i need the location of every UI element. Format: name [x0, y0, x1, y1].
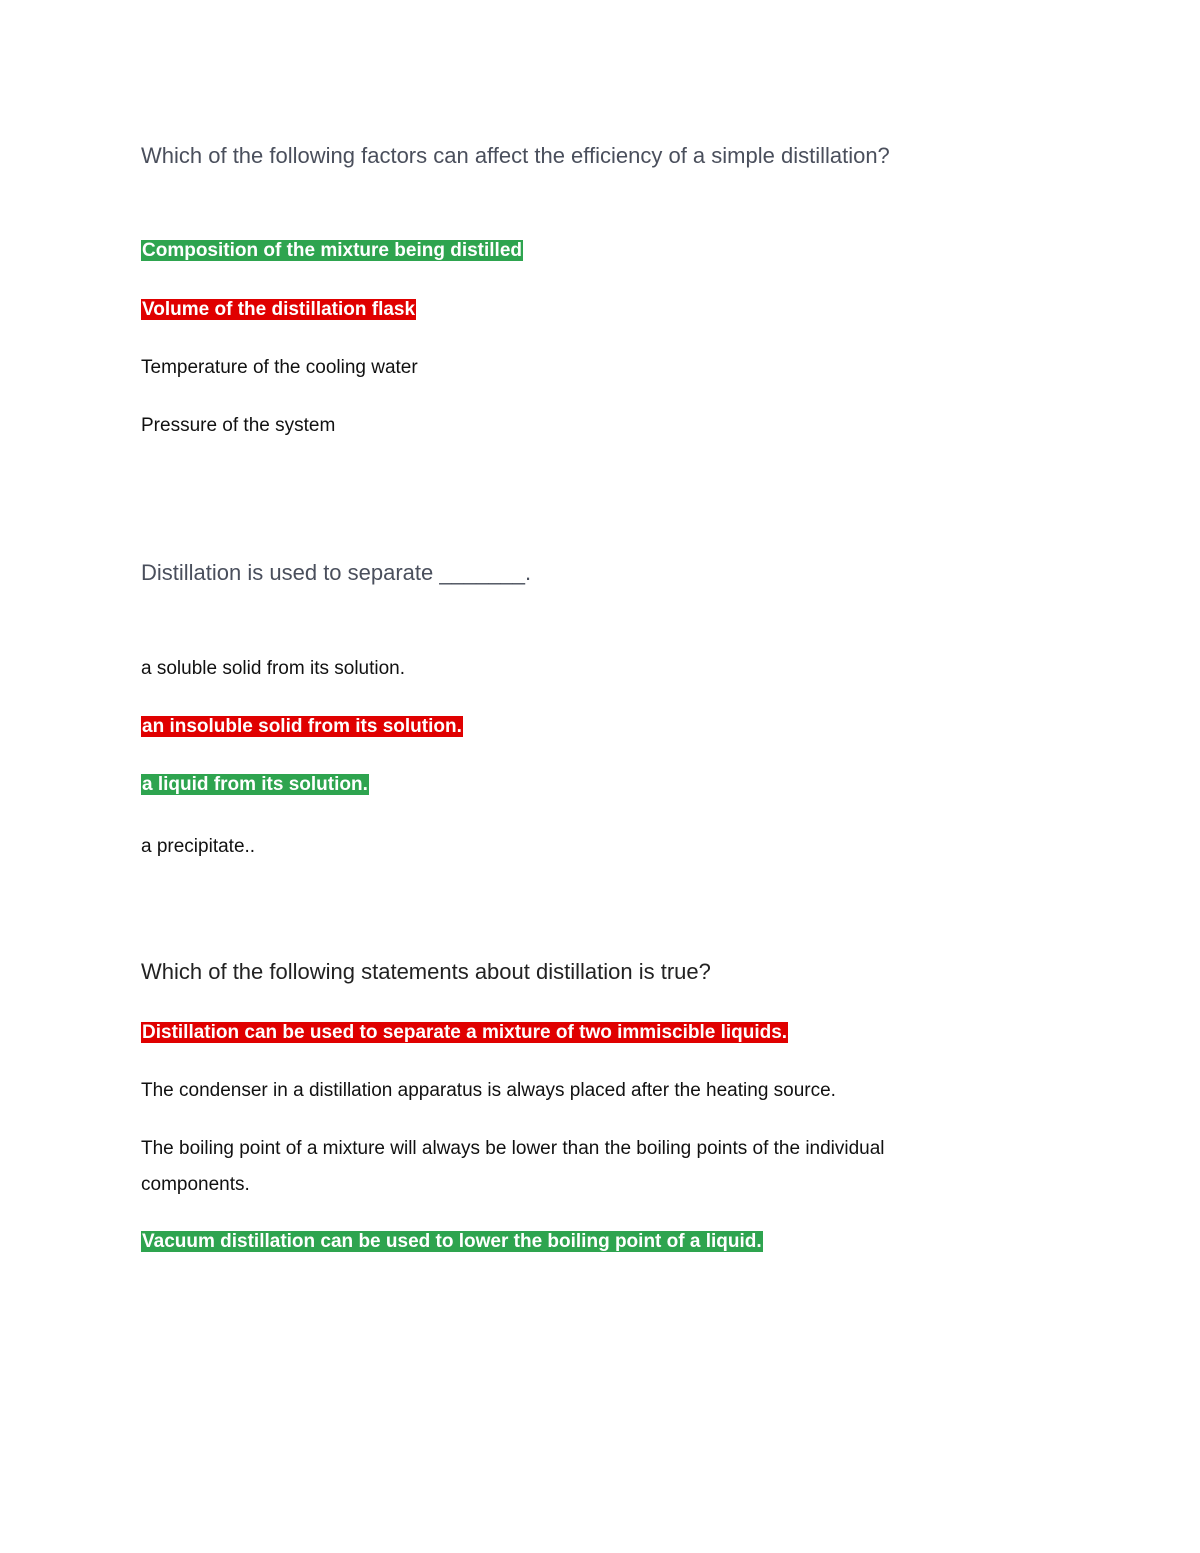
q1-option-3: Temperature of the cooling water: [141, 357, 418, 378]
q2-option-2: [141, 715, 463, 739]
question-3: Which of the following statements about distillation is true?: [141, 959, 711, 984]
q3-option-1: [141, 1021, 788, 1045]
q2-option-3: [141, 773, 369, 797]
q1-option-1: [141, 239, 523, 263]
wrong-answer-highlight: Distillation can be used to separate a mixture of two immiscible liquids.: [142, 1022, 788, 1043]
q1-option-2: [141, 298, 416, 322]
q2-option-4: a precipitate..: [141, 836, 256, 857]
correct-answer-highlight: a liquid from its solution.: [142, 774, 368, 795]
q3-option-2: The condenser in a distillation apparatus is always placed after the heating source.: [141, 1080, 836, 1101]
question-1: Which of the following factors can affect the efficiency of a simple distillation?: [141, 143, 890, 168]
wrong-answer-highlight: an insoluble solid from its solution.: [142, 716, 462, 737]
correct-answer-highlight: Composition of the mixture being distilled: [142, 240, 523, 261]
question-2: Distillation is used to separate _______.: [141, 560, 532, 585]
q3-option-4: [141, 1230, 763, 1254]
q3-option-3: The boiling point of a mixture will always be lower than the boiling points of the individual components.: [141, 1138, 885, 1195]
correct-answer-highlight: Vacuum distillation can be used to lower the boiling point of a liquid.: [142, 1231, 762, 1252]
q1-option-4: Pressure of the system: [141, 415, 336, 436]
wrong-answer-highlight: Volume of the distillation flask: [142, 299, 416, 320]
q2-option-1: a soluble solid from its solution.: [141, 658, 406, 679]
